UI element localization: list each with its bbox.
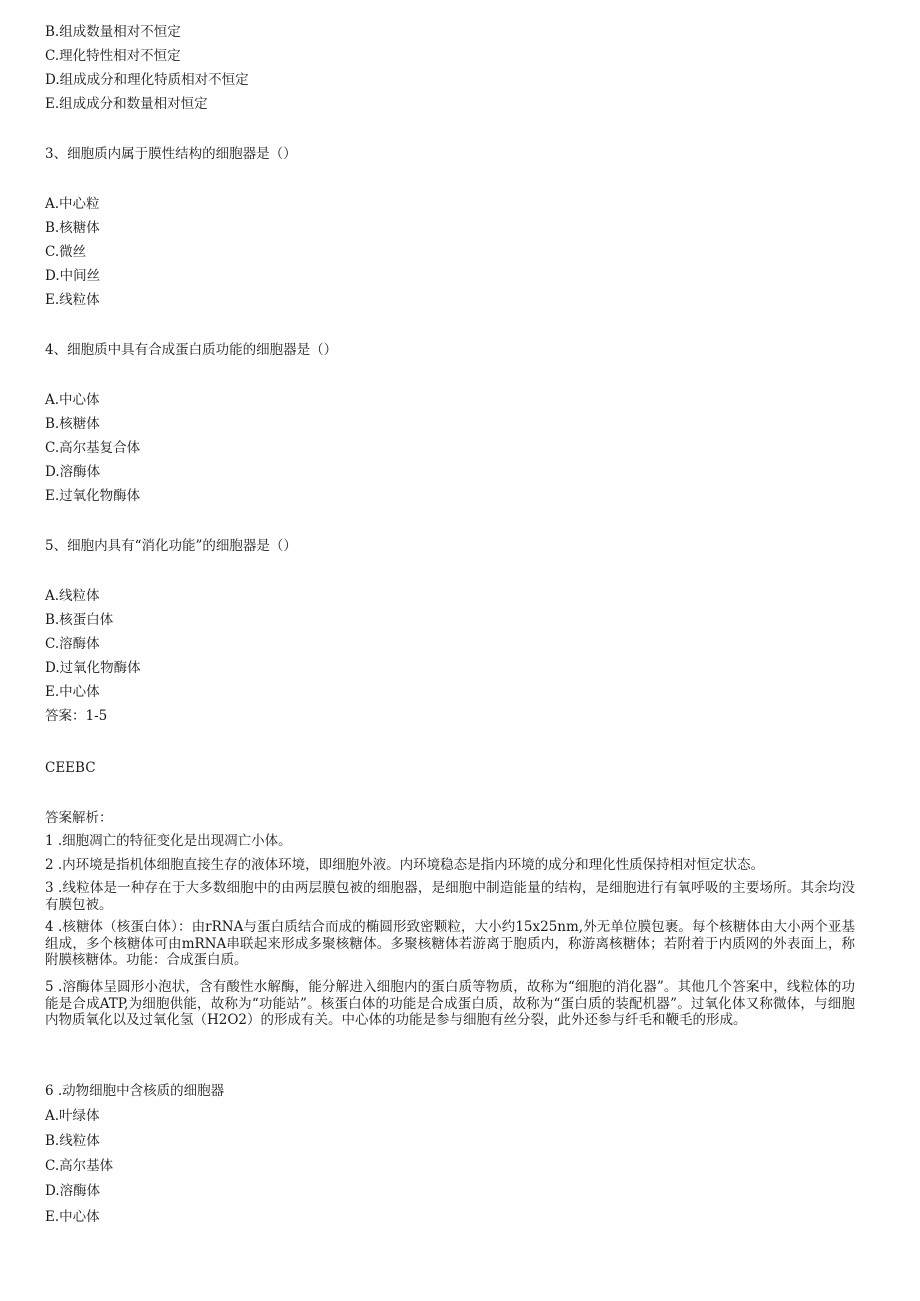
q6-option-c: C.高尔基体 <box>45 1158 114 1174</box>
q2-option-d: D.组成成分和理化特质相对不恒定 <box>45 72 249 88</box>
q3-option-d: D.中间丝 <box>45 268 101 284</box>
q3-option-e: E.线粒体 <box>45 292 100 308</box>
q5-option-d: D.过氧化物酶体 <box>45 660 141 676</box>
q3-stem: 3、细胞质内属于膜性结构的细胞器是（） <box>45 146 297 162</box>
q5-option-b: B.核蛋白体 <box>45 612 114 628</box>
q5-option-e: E.中心体 <box>45 684 100 700</box>
analysis-title: 答案解析： <box>45 810 113 826</box>
q5-option-c: C.溶酶体 <box>45 636 100 652</box>
q3-option-b: B.核糖体 <box>45 220 100 236</box>
analysis-item-3: 3 .线粒体是一种存在于大多数细胞中的由两层膜包被的细胞器，是细胞中制造能量的结构，是细胞进行有氧呼吸的主要场所。其余均没有膜包被。 <box>45 880 855 913</box>
q4-stem: 4、细胞质中具有合成蛋白质功能的细胞器是（） <box>45 342 338 358</box>
analysis-item-2: 2 .内环境是指机体细胞直接生存的液体环境，即细胞外液。内环境稳态是指内环境的成分和理化性质保持相对恒定状态。 <box>45 857 765 873</box>
q5-option-a: A.线粒体 <box>45 588 100 604</box>
q4-option-a: A.中心体 <box>45 392 100 408</box>
q5-stem: 5、细胞内具有“消化功能”的细胞器是（） <box>45 538 297 554</box>
analysis-item-1: 1 .细胞凋亡的特征变化是出现凋亡小体。 <box>45 833 292 849</box>
analysis-item-5: 5 .溶酶体呈圆形小泡状，含有酸性水解酶，能分解进入细胞内的蛋白质等物质，故称为“细胞的消化器”。其他几个答案中，线粒体的功能是合成ATP,为细胞供能，故称为“功能站”。核蛋白体的功能是合成蛋白质，故称为“蛋白质的装配机器”。过氧化体又称微体，与细胞内物质氧化以及过氧化氢（H2O2）的形成有关。中心体的功能是参与细胞有丝分裂，此外还参与纤毛和鞭毛的形成。 <box>45 979 855 1028</box>
analysis-item-4: 4 .核糖体（核蛋白体）：由rRNA与蛋白质结合而成的椭圆形致密颗粒，大小约15x25nm,外无单位膜包裹。每个核糖体由大小两个亚基组成，多个核糖体可由mRNA串联起来形成多聚核糖体。多聚核糖体若游离于胞质内，称游离核糖体；若附着于内质网的外表面上，称附膜核糖体。功能：合成蛋白质。 <box>45 919 855 968</box>
q4-option-d: D.溶酶体 <box>45 464 101 480</box>
q6-option-d: D.溶酶体 <box>45 1183 101 1199</box>
q6-option-a: A.叶绿体 <box>45 1108 100 1124</box>
q4-option-c: C.高尔基复合体 <box>45 440 141 456</box>
q6-option-b: B.线粒体 <box>45 1133 100 1149</box>
q4-option-b: B.核糖体 <box>45 416 100 432</box>
q4-option-e: E.过氧化物酶体 <box>45 488 141 504</box>
q2-option-e: E.组成成分和数量相对恒定 <box>45 96 208 112</box>
answer-label: 答案：1-5 <box>45 708 108 724</box>
answer-value: CEEBC <box>45 760 96 776</box>
q2-option-c: C.理化特性相对不恒定 <box>45 48 181 64</box>
q3-option-c: C.微丝 <box>45 244 87 260</box>
q6-stem: 6 .动物细胞中含核质的细胞器 <box>45 1083 225 1099</box>
q6-option-e: E.中心体 <box>45 1209 100 1225</box>
q3-option-a: A.中心粒 <box>45 196 100 212</box>
q2-option-b: B.组成数量相对不恒定 <box>45 24 181 40</box>
